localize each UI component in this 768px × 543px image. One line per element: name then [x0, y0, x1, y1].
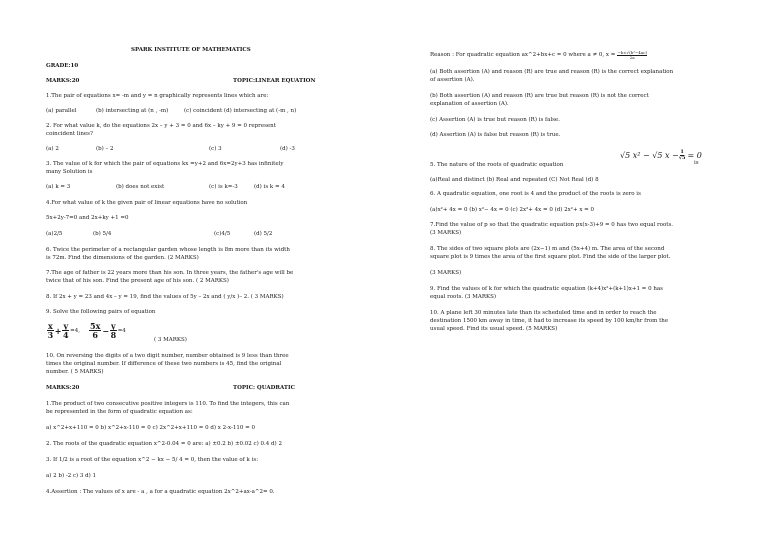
topic-label-quadratic: TOPIC: QUADRATIC — [233, 385, 295, 391]
quad-q10-line1: 10. A plane left 30 minutes late than its scheduled time and in order to reach the — [430, 310, 657, 316]
quad-q2: 2. The roots of the quadratic equation x^2-0.04 = 0 are: a) ±0.2 b) ±0.02 c) 0.4 d) 2 — [46, 441, 282, 447]
formula-numerator: −b±√(b²−4ac) — [617, 50, 648, 55]
quad-q3: 3. If 1/2 is a root of the equation x^2 − kx − 5/ 4 = 0, then the value of k is: — [46, 457, 259, 463]
fraction-x-over-3: $\frac{x}{3}$ — [47, 321, 54, 340]
reason-text: Reason : For quadratic equation ax^2+bx+c = 0 where a ≠ 0, x = — [430, 52, 616, 58]
quad-q8-line1: 8. The sides of two square plots are (2x−1) m and (5x+4) m. The area of the second — [430, 246, 665, 252]
q5-equation-rhs: = 0 — [687, 151, 702, 160]
linear-q2-opt-b: (b) – 2 — [96, 146, 114, 152]
institute-title: SPARK INSTITUTE OF MATHEMATICS — [131, 47, 251, 53]
quad-q7-line2: (3 MARKS) — [430, 230, 462, 236]
linear-q1-opt-a: (a) parallel — [46, 108, 77, 114]
quad-q9-line2: equal roots. (3 MARKS) — [430, 294, 497, 300]
quad-q8-line2: square plot is 9 times the area of the first square plot. Find the side of the larger plot. — [430, 254, 671, 260]
linear-q9: 9. Solve the following pairs of equation — [46, 309, 156, 315]
option-b-line2: explanation of assertion (A). — [430, 101, 509, 107]
quad-q4-assertion: 4.Assertion : The values of x are - a , a for a quadratic equation 2x^2+ax-a^2= 0. — [46, 489, 275, 495]
fraction-y-over-4: $\frac{y}{4}$ — [63, 321, 69, 340]
linear-q4-opt-b: (b) 5/4 — [93, 231, 112, 237]
quad-q8-marks: (3 MARKS) — [430, 270, 462, 276]
linear-q9-equations — [46, 322, 126, 339]
linear-q2-line1: 2. For what value k, do the equations 2x – y + 3 = 0 and 6x – ky + 9 = 0 represent — [46, 123, 276, 129]
quadratic-formula — [617, 51, 647, 60]
fraction-5x-over-6: $\frac{5x}{6}$ — [90, 321, 101, 340]
linear-q4-equation: 5x+2y-7=0 and 2x+ky +1 =0 — [46, 215, 129, 221]
plus-sign: + — [54, 325, 62, 336]
linear-q2-opt-c: (c) 3 — [209, 146, 222, 152]
linear-q9-marks: ( 3 MARKS) — [154, 337, 187, 343]
linear-q8: 8. If 2x + y = 23 and 4x – y = 19, find the values of 5y – 2x and ( y/x )– 2. ( 3 MARKS) — [46, 294, 284, 300]
quad-q5-is: is — [694, 160, 699, 166]
marks-label-quadratic: MARKS:20 — [46, 385, 80, 391]
linear-q4: 4.For what value of k the given pair of linear equations have no solution — [46, 200, 248, 206]
quad-q1-line2: be represented in the form of quadratic equation as: — [46, 409, 193, 415]
marks-label: MARKS:20 — [46, 78, 80, 84]
q5-fraction-den: √5 — [678, 155, 686, 161]
option-a-line2: of assertion (A). — [430, 77, 475, 83]
linear-q3-opt-c: (c) is k=-3 — [209, 184, 238, 190]
q5-fraction — [679, 150, 686, 161]
quad-q5: 5. The nature of the roots of quadratic equation — [430, 162, 564, 168]
option-d: (d) Assertion (A) is false but reason (R) is true. — [430, 132, 561, 138]
quad-q1-options: a) x^2+x+110 = 0 b) x^2+x-110 = 0 c) 2x^2+x+110 = 0 d) x 2-x-110 = 0 — [46, 425, 255, 431]
quad-q5-equation — [620, 150, 702, 161]
linear-q3-opt-d: (d) is k = 4 — [254, 184, 285, 190]
quad-q6: 6. A quadratic equation, one root is 4 and the product of the roots is zero is — [430, 191, 641, 197]
linear-q2-opt-d: (d) -3 — [280, 146, 295, 152]
option-a-line1: (a) Both assertion (A) and reason (R) are true and reason (R) is the correct explanation — [430, 69, 674, 75]
minus-sign: − — [102, 325, 110, 336]
linear-q3-opt-b: (b) does not exist — [116, 184, 165, 190]
grade-label: GRADE:10 — [46, 63, 79, 69]
fraction-y-over-8: $\frac{y}{8}$ — [110, 321, 117, 340]
quad-q7-line1: 7.Find the value of p so that the quadratic equation px(x-3)+9 = 0 has two equal roots. — [430, 222, 674, 228]
topic-label: TOPIC:LINEAR EQUATION — [233, 78, 316, 84]
equals-four: =4, — [70, 327, 80, 334]
linear-q7-line2: twice that of his son. Find the present age of his son. ( 2 MARKS) — [46, 278, 229, 284]
linear-q4-opt-c: (c)4/5 — [214, 231, 231, 237]
formula-denominator: 2a — [629, 55, 635, 60]
linear-q6-line2: is 72m. Find the dimensions of the garden. (2 MARKS) — [46, 255, 199, 261]
linear-q3-opt-a: (a) k = 3 — [46, 184, 71, 190]
linear-q1: 1.The pair of equations x= -m and y = n graphically represents lines which are: — [46, 93, 269, 99]
linear-q4-opt-d: (d) 5/2 — [254, 231, 273, 237]
quad-q9-line1: 9. Find the values of k for which the quadratic equation (k+4)x²+(k+1)x+1 = 0 has — [430, 286, 664, 292]
linear-q10-line3: number. ( 5 MARKS) — [46, 369, 104, 375]
linear-q3-line2: many Solution is — [46, 169, 93, 175]
q5-fraction-num: 1 — [680, 149, 684, 155]
linear-q2-opt-a: (a) 2 — [46, 146, 59, 152]
linear-q1-opt-b: (b) intersecting at (n , -m) — [96, 108, 169, 114]
quad-q1-line1: 1.The product of two consecutive positive integers is 110. To find the integers, this can — [46, 401, 290, 407]
quad-q3-options: a) 2 b) -2 c) 3 d) 1 — [46, 473, 97, 479]
q5-equation-lhs: √5 x² − √5 x − — [620, 151, 679, 160]
linear-q7-line1: 7.The age of father is 22 years more than his son. In three years, the father's age will be — [46, 270, 294, 276]
linear-q10-line1: 10. On reversing the digits of a two digit number, number obtained is 9 less than three — [46, 353, 289, 359]
quad-q5-options: (a)Real and distinct (b) Real and repeated (C) Not Real (d) 8 — [430, 177, 599, 183]
linear-q3-line1: 3. The value of k for which the pair of equations kx =y+2 and 6x=2y+3 has infinitely — [46, 161, 284, 167]
linear-q2-line2: coincident lines? — [46, 131, 93, 137]
quad-q6-options: (a)x²+ 4x = 0 (b) x²− 4x = 0 (c) 2x²+ 4x = 0 (d) 2x²+ x = 0 — [430, 207, 595, 213]
equals-four-second: =4 — [117, 327, 126, 334]
linear-q10-line2: times the original number. If difference of these two numbers is 45, find the original — [46, 361, 282, 367]
quad-q4-reason — [430, 51, 647, 60]
linear-q1-opt-c: (c) coincident (d) intersecting at (-m , n) — [184, 108, 297, 114]
linear-q4-opt-a: (a)2/5 — [46, 231, 63, 237]
quad-q10-line3: usual speed. Find its usual speed. (5 MARKS) — [430, 326, 558, 332]
option-b-line1: (b) Both assertion (A) and reason (R) are true but reason (R) is not the correct — [430, 93, 649, 99]
option-c: (c) Assertion (A) is true but reason (R) is false. — [430, 117, 560, 123]
linear-q6-line1: 6. Twice the perimeter of a rectangular garden whose length is 8m more than its width — [46, 247, 290, 253]
quad-q10-line2: destination 1500 km away in time, it had to increase its speed by 100 km/hr from the — [430, 318, 669, 324]
